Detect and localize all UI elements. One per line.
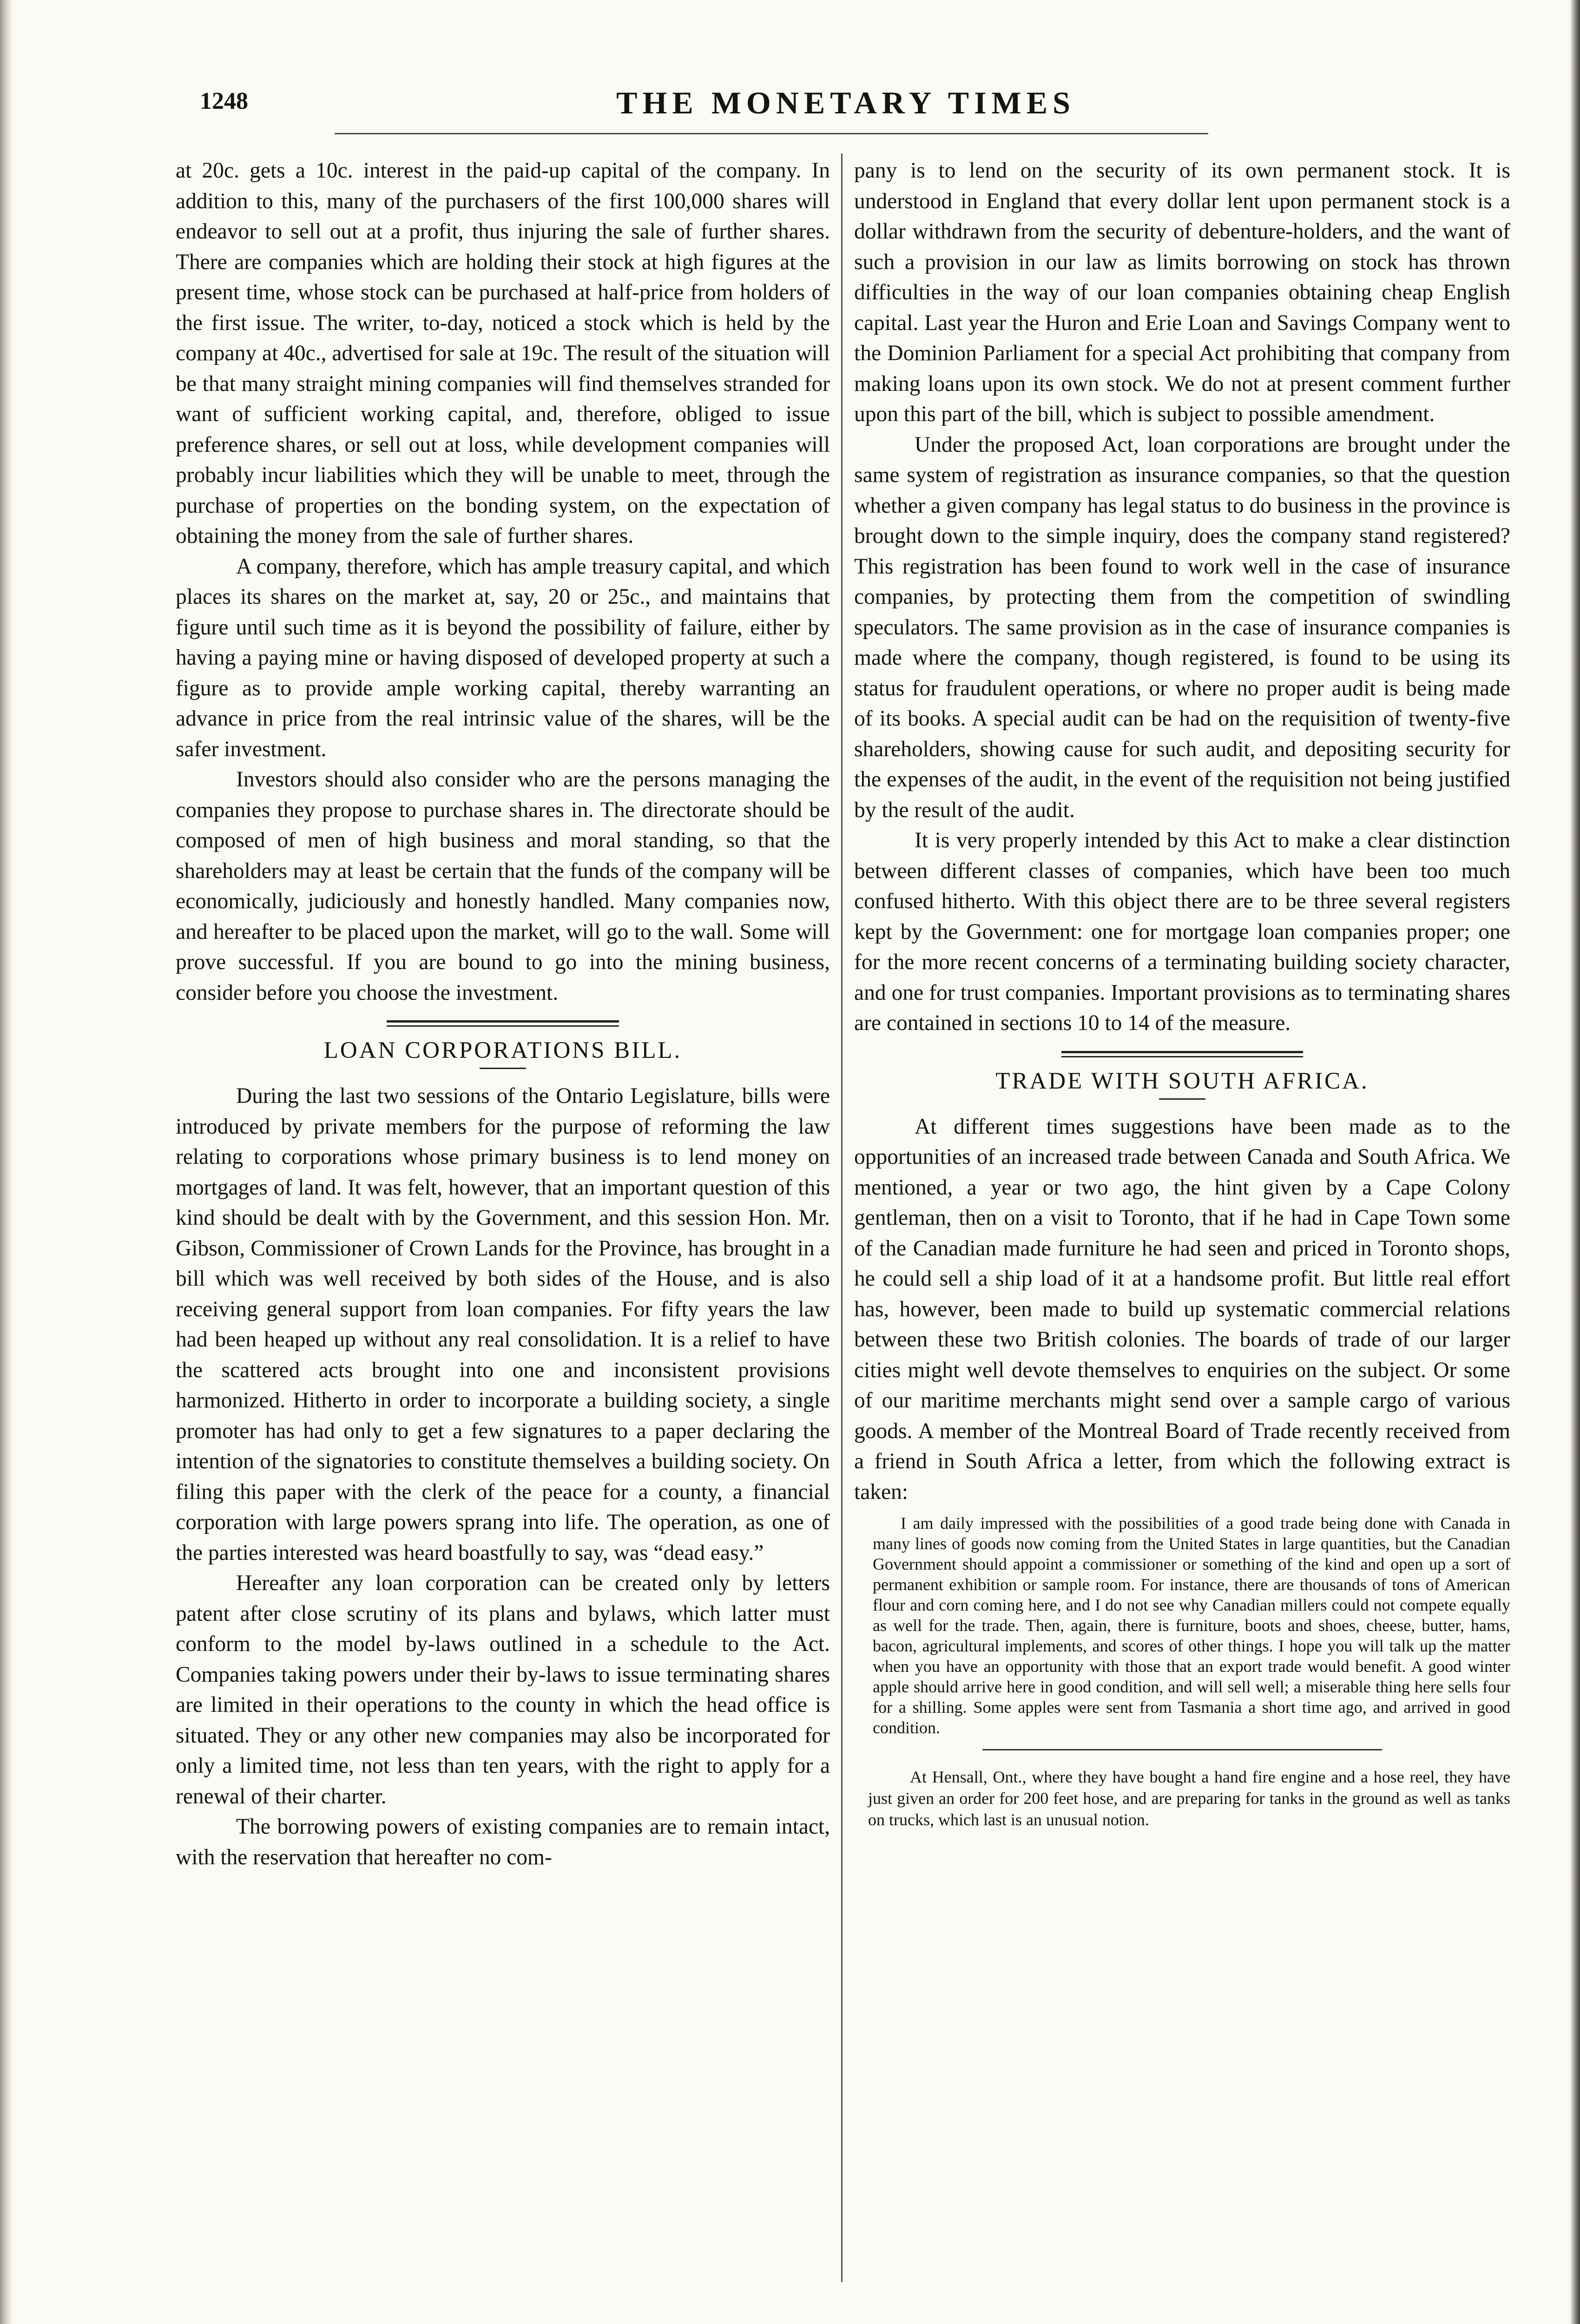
left-paragraph-3: Investors should also consider who are the persons managing the companies they propose to purchase shares in. The directorate should be composed of men of high business and moral standing, so that the shareholders may at least be certain that the funds of the company will be economically, judiciously and honestly handled. Many companies now, and hereafter to be placed upon the market, will go to the wall. Some will prove successful. If you are bound to go into the mining business, consider before you choose the investment.: [176, 767, 830, 1005]
left-paragraph-4: During the last two sessions of the Ontario Legislature, bills were introduced by private members for the purpose of reforming the law relating to corporations whose primary business is to lend money on mortgages of land. It was felt, however, that an important question of this kind should be dealt with by the Government, and this session Hon. Mr. Gibson, Commissioner of Crown Lands for the Province, has brought in a bill which was well received by both sides of the House, and is also receiving general support from loan companies. For fifty years the law had been heaped up without any real consolidation. It is a relief to have the scattered acts brought into one and inconsistent provisions harmonized. Hitherto in order to incorporate a building society, a single promoter has had only to get a few signatures to a paper declaring the intention of the signatories to constitute themselves a building society. On filing this paper with the clerk of the peace for a county, a financial corporation with large powers sprang into life. The operation, as one of the parties interested was heard boastfully to say, was “dead easy.”: [176, 1084, 830, 1565]
heading-underline: [1159, 1098, 1205, 1100]
letter-extract: [854, 1513, 1510, 1738]
page-scan-edge-left: [0, 0, 13, 2324]
right-column: [854, 156, 1510, 1830]
section-separator-double-rule: [387, 1020, 619, 1027]
note-separator-rule: [982, 1749, 1382, 1750]
right-paragraph-2: Under the proposed Act, loan corporations are brought under the same system of registration as insurance companies, so that the question whether a given company has legal status to do business in the province is brought down to the simple inquiry, does the company stand registered? This registration has been found to work well in the case of insurance companies, by protecting them from the competition of swindling speculators. The same provision as in the case of insurance companies is made where the company, though registered, is found to be using its status for fraudulent operations, or where no proper audit is being made of its books. A special audit can be had on the requisition of twenty-five shareholders, showing cause for such audit, and depositing security for the expenses of the audit, in the event of the requisition not being justified by the result of the audit.: [854, 432, 1510, 822]
hensall-note-text: At Hensall, Ont., where they have bought a hand fire engine and a hose reel, they have just given an order for 200 feet hose, and are preparing for tanks in the ground as well as tanks on trucks, which last is an unusual notion.: [868, 1768, 1510, 1829]
right-paragraph-4: At different times suggestions have been made as to the opportunities of an increased trade between Canada and South Africa. We mentioned, a year or two ago, the hint given by a Cape Colony gentleman, then on a visit to Toronto, that if he had in Cape Town some of the Canadian made furniture he had seen and priced in Toronto shops, he could sell a ship load of it at a handsome profit. But little real effort has, however, been made to build up systematic commercial relations between these two British colonies. The boards of trade of our larger cities might well devote themselves to enquiries on the subject. Or some of our maritime merchants might send over a sample cargo of various goods. A member of the Montreal Board of Trade recently received from a friend in South Africa a letter, from which the following extract is taken:: [854, 1114, 1510, 1504]
heading-underline: [480, 1068, 526, 1069]
left-column: [176, 156, 830, 1873]
right-paragraph-1: pany is to lend on the security of its own permanent stock. It is understood in England that every dollar lent upon permanent stock is a dollar withdrawn from the security of debenture-holders, and the want of such a provision in our law as limits borrowing on stock has thrown difficulties in the way of our loan companies obtaining cheap English capital. Last year the Huron and Erie Loan and Savings Company went to the Dominion Parliament for a special Act prohibiting that company from making loans upon its own stock. We do not at present comment further upon this part of the bill, which is subject to possible amendment.: [854, 158, 1510, 426]
masthead-title: THE MONETARY TIMES: [616, 85, 1075, 120]
left-paragraph-5: Hereafter any loan corporation can be created only by letters patent after close scrutiny of its plans and bylaws, which latter must conform to the model by-laws outlined in a schedule to the Act. Companies taking powers under their by-laws to issue terminating shares are limited in their operations to the county in which the head office is situated. They or any other new companies may also be incorporated for only a limited time, not less than ten years, with the right to apply for a renewal of their charter.: [176, 1571, 830, 1809]
hensall-note: [854, 1766, 1510, 1830]
header-rule: [335, 133, 1208, 134]
left-paragraph-1: at 20c. gets a 10c. interest in the paid-up capital of the company. In addition to this, many of the purchasers of the first 100,000 shares will endeavor to sell out at a profit, thus injuring the sale of further shares. There are companies which are holding their stock at high figures at the present time, whose stock can be purchased at half-price from holders of the first issue. The writer, to-day, noticed a stock which is held by the company at 40c., advertised for sale at 19c. The result of the situation will be that many straight mining companies will find themselves stranded for want of sufficient working capital, and, therefore, obliged to issue preference shares, or sell out at loss, while development companies will probably incur liabilities which they will be unable to meet, through the purchase of properties on the bonding system, on the expectation of obtaining the money from the sale of further shares.: [176, 158, 830, 548]
heading-loan-corporations-bill: LOAN CORPORATIONS BILL.: [323, 1037, 682, 1063]
page-scan-edge-right: [1570, 0, 1580, 2324]
left-paragraph-6: The borrowing powers of existing companies are to remain intact, with the reservation that hereafter no com-: [176, 1815, 830, 1869]
column-divider: [841, 153, 843, 2282]
left-paragraph-2: A company, therefore, which has ample treasury capital, and which places its shares on the market at, say, 20 or 25c., and maintains that figure until such time as it is beyond the possibility of failure, either by having a paying mine or having disposed of developed property at such a figure as to provide ample working capital, thereby warranting an advance in price from the real intrinsic value of the shares, will be the safer investment.: [176, 554, 830, 761]
heading-trade-with-south-africa: TRADE WITH SOUTH AFRICA.: [995, 1068, 1369, 1094]
page-header: [172, 87, 1520, 125]
letter-extract-text: I am daily impressed with the possibilities of a good trade being done with Canada in many lines of goods now coming from the United States in large quantities, but the Canadian Government should appoint a commissioner or something of the kind and open up a sort of permanent exhibition or sample room. For instance, there are thousands of tons of American flour and corn coming here, and I do not see why Canadian millers could not compete equally as well for the trade. Then, again, there is furniture, boots and shoes, cheese, butter, hams, bacon, agricultural implements, and scores of other things. I hope you will talk up the matter when you have an opportunity with those that an export trade would benefit. A good winter apple should arrive here in good condition, and will sell well; a miserable thing here sells four for a shilling. Some apples were sent from Tasmania a short time ago, and arrived in good condition.: [873, 1514, 1510, 1737]
section-separator-double-rule: [1061, 1051, 1303, 1057]
page-number: 1248: [200, 88, 248, 114]
right-paragraph-3: It is very properly intended by this Act to make a clear distinction between different classes of companies, which have been too much confused hitherto. With this object there are to be three several registers kept by the Government: one for mortgage loan companies proper; one for the more recent concerns of a terminating building society character, and one for trust companies. Important provisions as to terminating shares are contained in sections 10 to 14 of the measure.: [854, 828, 1510, 1035]
